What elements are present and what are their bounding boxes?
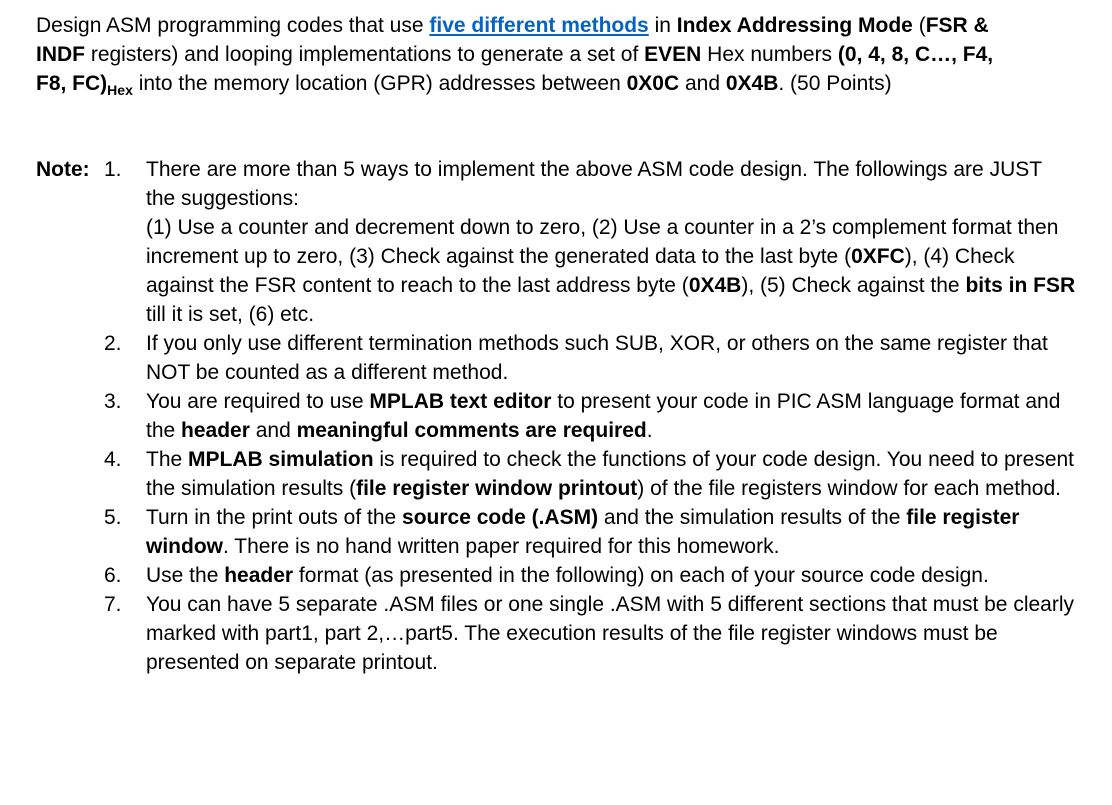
text-segment: . xyxy=(646,419,653,442)
text-segment: till it is set, (6) etc. xyxy=(146,303,315,326)
item-number: 5. xyxy=(104,506,122,529)
text-segment: file register window printout xyxy=(356,477,638,500)
text-segment: in xyxy=(648,14,677,37)
item-text xyxy=(146,561,1076,590)
text-segment: Hex numbers xyxy=(701,43,838,66)
text-segment: You can have 5 separate .ASM files or one single .ASM with 5 different sections that must be clearly marked with part1, part 2,…part5. The execution results of the file register windows must be presented on separate printout. xyxy=(146,593,1074,674)
item-text xyxy=(146,445,1076,503)
text-segment: There are more than 5 ways to implement the above ASM code design. The followings are JUST the suggestions: xyxy=(146,158,1042,210)
text-segment: The xyxy=(146,448,189,471)
text-segment: ( xyxy=(912,14,926,37)
notes-list xyxy=(36,155,1076,677)
item-text xyxy=(146,503,1076,561)
text-segment: FSR & INDF xyxy=(36,14,989,66)
text-segment: 0XFC xyxy=(851,245,905,268)
item-text xyxy=(146,155,1076,329)
text-segment: bits in FSR xyxy=(965,274,1076,297)
note-item-6 xyxy=(36,561,1076,590)
text-segment: registers) and looping implementations to generate a set of xyxy=(85,43,645,66)
text-segment: ) of the file registers window for each method. xyxy=(637,477,1061,500)
text-segment: file register window xyxy=(146,506,1020,558)
text-segment: (0, 4, 8, C…, F4, F8, FC) xyxy=(36,43,994,95)
text-segment: meaningful comments are required xyxy=(296,419,647,442)
text-segment: to present your code in PIC ASM language format and the xyxy=(146,390,1061,442)
item-number: 6. xyxy=(104,564,122,587)
note-item-4 xyxy=(36,445,1076,503)
text-segment: EVEN xyxy=(644,43,702,66)
text-segment: is required to check the functions of your code design. You need to present the simulation results ( xyxy=(146,448,1075,500)
item-text xyxy=(146,387,1076,445)
text-segment: MPLAB text editor xyxy=(369,390,552,413)
text-segment: source code (.ASM) xyxy=(402,506,599,529)
note-item-3 xyxy=(36,387,1076,445)
text-segment: 0X4B xyxy=(725,72,779,95)
text-segment: 0X0C xyxy=(626,72,680,95)
item-text xyxy=(146,590,1076,677)
item-number: 3. xyxy=(104,390,122,413)
five-different-methods-link[interactable]: five different methods xyxy=(429,14,649,37)
text-segment: ), (4) Check against the FSR content to reach to the last address byte ( xyxy=(146,245,1015,297)
text-segment: and xyxy=(249,419,297,442)
text-segment: . (50 Points) xyxy=(778,72,892,95)
text-segment: 0X4B xyxy=(688,274,742,297)
text-segment: ), (5) Check against the xyxy=(741,274,966,297)
note-label: Note: xyxy=(36,158,90,181)
note-item-7 xyxy=(36,590,1076,677)
text-segment: and the simulation results of the xyxy=(598,506,907,529)
item-number: 1. xyxy=(104,158,122,181)
text-segment: You are required to use xyxy=(146,390,370,413)
assignment-intro-text xyxy=(36,11,1011,98)
item-text xyxy=(146,329,1076,387)
text-segment: header xyxy=(181,419,250,442)
text-segment: MPLAB simulation xyxy=(188,448,374,471)
text-segment: (1) Use a counter and decrement down to zero, (2) Use a counter in a 2’s complement format then increment up to zero, (3) Check against the generated data to the last byte ( xyxy=(146,216,1059,268)
text-segment: Turn in the print outs of the xyxy=(146,506,403,529)
note-item-2 xyxy=(36,329,1076,387)
text-segment: header xyxy=(224,564,294,587)
text-segment: . There is no hand written paper required for this homework. xyxy=(223,535,780,558)
text-segment: and xyxy=(679,72,726,95)
note-item-1 xyxy=(36,155,1076,329)
item-number: 2. xyxy=(104,332,122,355)
text-segment: Use the xyxy=(146,564,225,587)
item-number: 4. xyxy=(104,448,122,471)
text-segment: Hex xyxy=(107,82,133,99)
text-segment: Index Addressing Mode xyxy=(676,14,913,37)
text-segment: If you only use different termination methods such SUB, XOR, or others on the same register that NOT be counted as a different method. xyxy=(146,332,1048,384)
text-segment: format (as presented in the following) on each of your source code design. xyxy=(293,564,989,587)
text-segment: Design ASM programming codes that use xyxy=(36,14,430,37)
note-item-5 xyxy=(36,503,1076,561)
text-segment: into the memory location (GPR) addresses between xyxy=(132,72,627,95)
item-number: 7. xyxy=(104,593,122,616)
